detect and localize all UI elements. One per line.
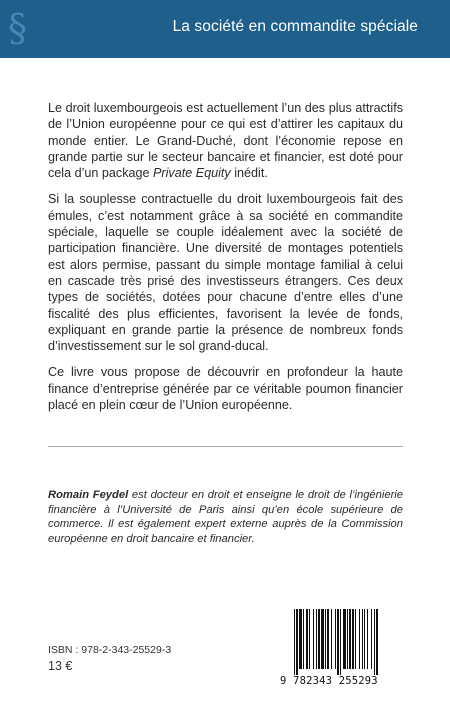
blurb-text: Si la souplesse contractuelle du droit luxembourgeois fait des émules, c’est notamment grâce à sa société en commandite spéciale, laquelle se couple idéalement avec la société de participation financière. Une diversité de montages potentiels est alors permise, passant du simple montage familial à celui en cascade très prisé des investisseurs étrangers. Ces deux types de sociétés, dotées pour chacune d’entre elles d’une fiscalité des plus efficientes, favorisent la levée de fonds, expliquant en grande partie la présence de nombreux fonds d’investissement sur le sol grand-ducal. (48, 192, 403, 354)
divider-line (48, 446, 403, 447)
author-bio (48, 488, 403, 546)
blurb-text: Ce livre vous propose de découvrir en profondeur la haute finance d’entreprise générée par ce véritable poumon financier placé en plein cœur de l’Union européenne. (48, 365, 403, 413)
author-name: Romain Feydel (48, 489, 129, 501)
isbn-text: ISBN : 978-2-343-25529-3 (48, 644, 172, 656)
blurb-text: inédit. (230, 166, 268, 181)
blurb-paragraph (48, 191, 403, 354)
book-title: La société en commandite spéciale (172, 18, 418, 35)
price-text: 13 € (48, 659, 73, 673)
author-bio-text: est docteur en droit et enseigne le droit de l’ingénierie financière à l’Université de Paris ainsi qu’en école supérieure de commerce. Il est également expert externe auprès de la Commission européenne en droit bancaire et financier. (48, 489, 404, 545)
back-cover-blurb (48, 100, 403, 423)
blurb-paragraph (48, 364, 403, 413)
blurb-text: Le droit luxembourgeois est actuellement l’un des plus attractifs de l’Union européenne pour ce qui est d’attirer les capitaux du monde entier. Le Grand-Duché, dont l’économie repose en grande partie sur le secteur bancaire et financier, est doté pour cela d’un package (48, 101, 403, 181)
blurb-italic-text: Private Equity (153, 166, 231, 181)
blurb-paragraph (48, 100, 403, 181)
barcode-digits: 9 782343 255293 (280, 675, 378, 687)
isbn-barcode (280, 605, 406, 695)
cover-header-band (0, 0, 450, 58)
section-symbol-icon: § (8, 6, 27, 50)
barcode-bars-icon (280, 605, 406, 677)
